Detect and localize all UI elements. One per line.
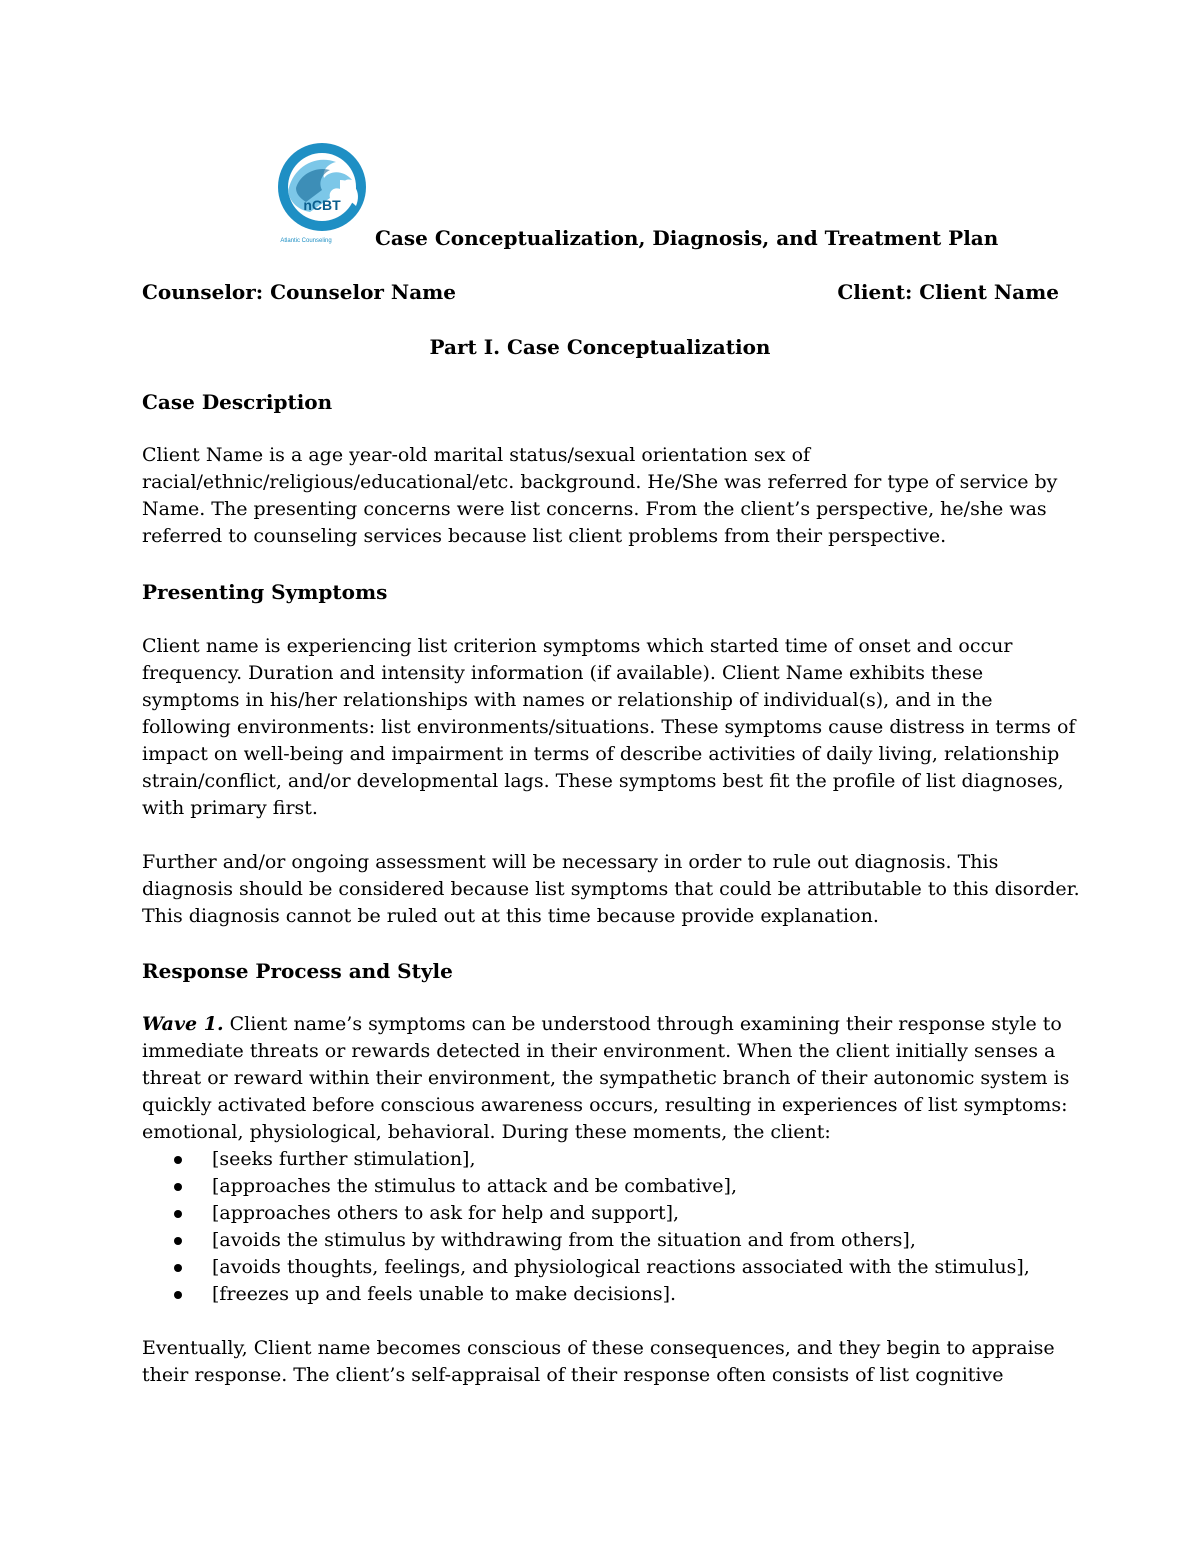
text-line: Further and/or ongoing assessment will be necessary in order to rule out diagnosis. This <box>142 851 999 873</box>
list-item-text: [freezes up and feels unable to make decisions]. <box>212 1283 677 1305</box>
case-description-heading: Case Description <box>142 390 333 414</box>
list-item <box>142 1173 1030 1200</box>
bullet-icon <box>174 1291 182 1299</box>
text-line: immediate threats or rewards detected in their environment. When the client initially senses a <box>142 1040 1056 1062</box>
counselor-field: Counselor: Counselor Name <box>142 280 457 304</box>
document-title: Case Conceptualization, Diagnosis, and Treatment Plan <box>375 226 999 250</box>
bullet-icon <box>174 1183 182 1191</box>
text-line: Name. The presenting concerns were list concerns. From the client’s perspective, he/she was <box>142 498 1047 520</box>
wave-1-first-line: Client name’s symptoms can be understood through examining their response style to <box>223 1013 1062 1035</box>
list-item-text: [seeks further stimulation], <box>212 1148 476 1170</box>
list-item-text: [approaches the stimulus to attack and be combative], <box>212 1175 737 1197</box>
text-line: with primary first. <box>142 797 318 819</box>
text-line: quickly activated before conscious awareness occurs, resulting in experiences of list symptoms: <box>142 1094 1068 1116</box>
text-line: following environments: list environments/situations. These symptoms cause distress in terms of <box>142 716 1076 738</box>
svg-text:Atlantic Counseling: Atlantic Counseling <box>280 238 332 244</box>
list-item-text: [approaches others to ask for help and support], <box>212 1202 680 1224</box>
text-line: diagnosis should be considered because list symptoms that could be attributable to this disorder. <box>142 878 1080 900</box>
bullet-icon <box>174 1156 182 1164</box>
text-line: impact on well-being and impairment in terms of describe activities of daily living, relationship <box>142 743 1060 765</box>
text-line: Eventually, Client name becomes conscious of these consequences, and they begin to appraise <box>142 1337 1055 1359</box>
text-line: Client Name is a age year-old marital status/sexual orientation sex of <box>142 444 811 466</box>
text-line: Client name is experiencing list criterion symptoms which started time of onset and occur <box>142 635 1013 657</box>
text-line <box>142 1011 1067 1038</box>
list-item <box>142 1146 1030 1173</box>
text-line: strain/conflict, and/or developmental lags. These symptoms best fit the profile of list diagnoses, <box>142 770 1064 792</box>
presenting-symptoms-paragraph <box>142 633 1076 822</box>
client-field: Client: Client Name <box>837 280 1059 304</box>
bullet-icon <box>174 1237 182 1245</box>
case-description-paragraph <box>142 442 1067 550</box>
text-line: frequency. Duration and intensity information (if available). Client Name exhibits these <box>142 662 984 684</box>
response-bullet-list <box>142 1146 1030 1308</box>
svg-text:nCBT: nCBT <box>303 197 341 213</box>
assessment-paragraph <box>142 849 1080 930</box>
text-line: emotional, physiological, behavioral. During these moments, the client: <box>142 1121 831 1143</box>
list-item <box>142 1281 1030 1308</box>
text-line: This diagnosis cannot be ruled out at this time because provide explanation. <box>142 905 879 927</box>
bullet-icon <box>174 1264 182 1272</box>
list-item <box>142 1254 1030 1281</box>
response-process-heading: Response Process and Style <box>142 959 453 983</box>
text-line: their response. The client’s self-appraisal of their response often consists of list cognitive <box>142 1364 1004 1386</box>
text-line: referred to counseling services because list client problems from their perspective. <box>142 525 947 547</box>
text-line: threat or reward within their environment, the sympathetic branch of their autonomic system is <box>142 1067 1070 1089</box>
closing-paragraph <box>142 1335 1067 1389</box>
wave-1-label: Wave 1. <box>142 1013 224 1035</box>
wave-1-paragraph <box>142 1011 1070 1146</box>
part-title: Part I. Case Conceptualization <box>429 335 771 359</box>
bullet-icon <box>174 1210 182 1218</box>
list-item-text: [avoids the stimulus by withdrawing from the situation and from others], <box>212 1229 916 1251</box>
presenting-symptoms-heading: Presenting Symptoms <box>142 580 388 604</box>
list-item <box>142 1227 1030 1254</box>
list-item-text: [avoids thoughts, feelings, and physiological reactions associated with the stimulus], <box>212 1256 1030 1278</box>
list-item <box>142 1200 1030 1227</box>
ncbt-logo <box>270 140 370 250</box>
text-line: racial/ethnic/religious/educational/etc. background. He/She was referred for type of service by <box>142 471 1058 493</box>
text-line: symptoms in his/her relationships with names or relationship of individual(s), and in the <box>142 689 993 711</box>
